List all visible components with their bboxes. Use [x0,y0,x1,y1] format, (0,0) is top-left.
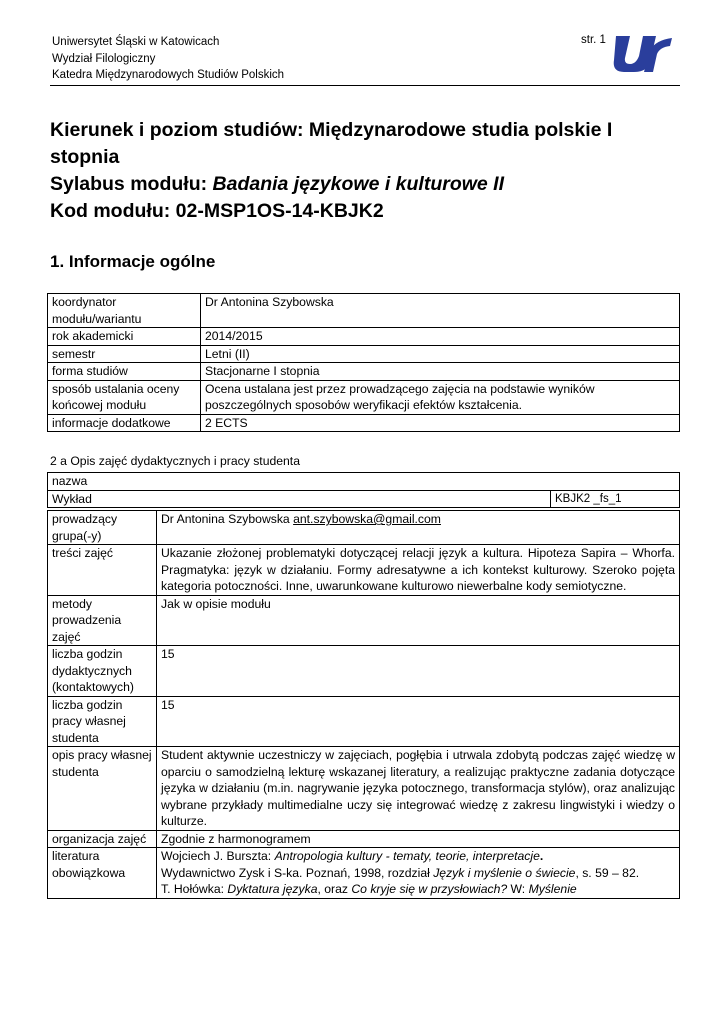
literature-item: T. Hołówka: Dyktatura języka, oraz Co kryje się w przysłowiach? W: Myślenie [161,882,577,896]
table-row [48,490,680,508]
faculty-name: Wydział Filologiczny [52,52,156,65]
table-row [48,646,680,697]
instructor-email-link[interactable]: ant.szybowska@gmail.com [293,512,441,526]
university-name: Uniwersytet Śląski w Katowicach [52,36,220,48]
study-program-title: Kierunek i poziom studiów: Międzynarodowe studia polskie I stopnia [50,119,613,168]
info-key: semestr [48,345,201,363]
table-row [48,294,680,328]
info-value: Stacjonarne I stopnia [201,363,680,381]
detail-value [157,511,680,545]
detail-value: Jak w opisie modułu [157,595,680,646]
detail-key: treści zajęć [48,545,157,596]
detail-key: prowadzący grupa(-y) [48,511,157,545]
detail-key: liczba godzin dydaktycznych (kontaktowych) [48,646,157,697]
info-key: sposób ustalania oceny końcowej modułu [48,380,201,414]
module-code-title: Kod modułu: 02-MSP1OS-14-KBJK2 [50,200,384,222]
section-general-info-heading: 1. Informacje ogólne [50,252,216,271]
detail-value: 15 [157,646,680,697]
info-key: forma studiów [48,363,201,381]
literature-item: Wydawnictwo Zysk i S-ka. Poznań, 1998, rozdział Język i myślenie o świecie, s. 59 – 82. [161,865,640,880]
table-row [48,473,680,491]
info-value: Letni (II) [201,345,680,363]
info-value: Ocena ustalana jest przez prowadzącego zajęcia na podstawie wyników poszczególnych sposobów weryfikacji efektów kształcenia. [201,380,680,414]
table-row [48,696,680,747]
university-logo-icon [612,34,676,74]
page-number: str. 1 [581,34,606,46]
info-key: rok akademicki [48,328,201,346]
table-row [48,511,680,545]
table-row [48,848,680,899]
detail-value: Ukazanie złożonej problematyki dotyczącej relacji język a kultura. Hipoteza Sapira – Whorfa. Pragmatyka: język w działaniu. Formy adresatywne a ich kontekst kulturowy. Szeroko pojęta kategoria potoczności. Inne, uwarunkowane kulturowo niewerbalne kody semiotyczne. [157,545,680,596]
literature-item: Wojciech J. Burszta: Antropologia kultury - tematy, teorie, interpretacje. [161,849,544,863]
info-value: 2014/2015 [201,328,680,346]
class-code: KBJK2 _fs_1 [551,490,680,508]
table-row [48,595,680,646]
literature-list [157,848,680,899]
department-name: Katedra Międzynarodowych Studiów Polskich [52,69,285,81]
table-row [48,380,680,414]
detail-value: Student aktywnie uczestniczy w zajęciach, pogłębia i utrwala zdobytą podczas zajęć wiedzę w oparciu o samodzielną lekturę wskazanej literatury, a realizując praktyczne zadania dotyczące języka w działaniu (m.in. nagrywanie języka potocznego, transformacja stylów), oraz analizując wybrane przykłady multimedialne uczy się integrować wiedzę z zakresu lingwistyki i wiedzy o kulturze. [157,747,680,831]
detail-key: liczba godzin pracy własnej studenta [48,696,157,747]
class-name-table [47,472,680,508]
table-row [48,830,680,848]
table-row [48,363,680,381]
table-row [48,545,680,596]
table-row [48,414,680,432]
syllabus-module-name: Badania językowe i kulturowe II [212,173,505,195]
document-titles [50,117,680,225]
table-row [48,345,680,363]
header-divider [50,85,680,86]
info-key: informacje dodatkowe [48,414,201,432]
table-row [48,328,680,346]
section-classes-caption: 2 a Opis zajęć dydaktycznych i pracy studenta [50,454,300,468]
detail-key: opis pracy własnej studenta [48,747,157,831]
table-row [48,747,680,831]
name-label: nazwa [48,473,680,491]
class-name: Wykład [48,490,551,508]
detail-key: metody prowadzenia zajęć [48,595,157,646]
detail-value: Zgodnie z harmonogramem [157,830,680,848]
info-value: Dr Antonina Szybowska [201,294,680,328]
info-key: koordynator modułu/wariantu [48,294,201,328]
detail-value: 15 [157,696,680,747]
info-value: 2 ECTS [201,414,680,432]
detail-key: organizacja zajęć [48,830,157,848]
detail-key: literatura obowiązkowa [48,848,157,899]
class-details-table [47,510,680,899]
instructor-name: Dr Antonina Szybowska [161,512,290,526]
syllabus-title: Sylabus modułu: Badania językowe i kulturowe II [50,173,505,195]
general-info-table [47,293,680,432]
